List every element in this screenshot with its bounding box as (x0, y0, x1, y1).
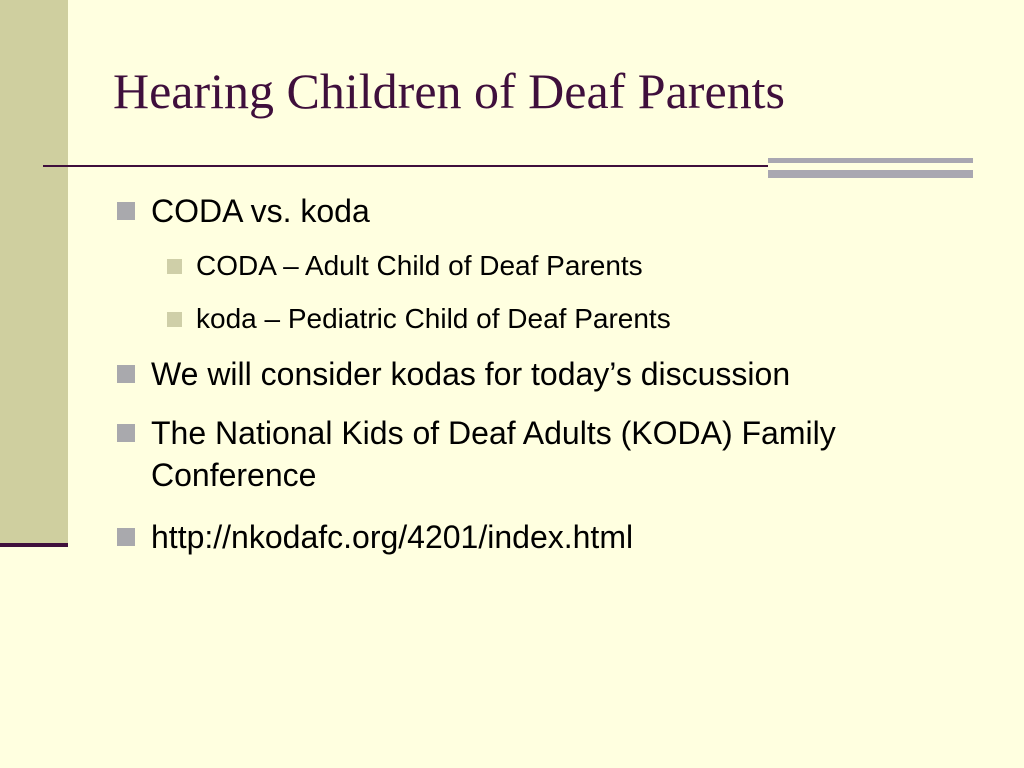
square-bullet-icon (117, 424, 135, 442)
bullet-item (117, 412, 911, 496)
bullet-text: We will consider kodas for today’s discussion (151, 356, 791, 392)
sub-bullet-text: koda – Pediatric Child of Deaf Parents (196, 303, 671, 334)
bullet-text: CODA vs. koda (151, 193, 370, 229)
bullet-link-text: http://nkodafc.org/4201/index.html (151, 519, 634, 555)
bullet-item (117, 190, 971, 232)
square-bullet-icon (117, 528, 135, 546)
sub-bullet-item (167, 247, 976, 285)
square-bullet-icon (167, 259, 182, 274)
bullet-text: The National Kids of Deaf Adults (KODA) Family Conference (151, 415, 836, 493)
bullet-item (117, 516, 971, 558)
sub-bullet-text: CODA – Adult Child of Deaf Parents (196, 250, 643, 281)
square-bullet-icon (117, 202, 135, 220)
sub-bullet-item (167, 300, 976, 338)
bullet-item (117, 353, 971, 395)
slide-title: Hearing Children of Deaf Parents (113, 63, 785, 119)
square-bullet-icon (167, 312, 182, 327)
square-bullet-icon (117, 365, 135, 383)
